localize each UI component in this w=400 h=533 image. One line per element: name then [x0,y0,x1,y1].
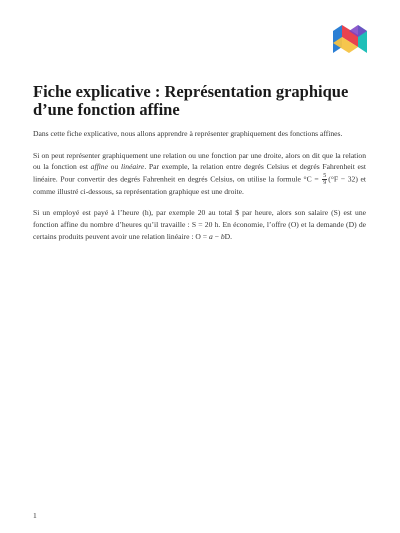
p2-text-1: Si un employé est payé à l’heure (h), par exemple 20 au total $ par heure, alors son salaire (S) est une fonction affine du nombre d’heures qu’il travaille : S = 20 h. En économie, l’offre (O) et la demande (D) de certains produits peuvent avoir une relation linéaire : O = [33,208,366,241]
fraction-denominator: 9 [323,179,327,186]
paragraph-2 [33,207,366,242]
math-b: b [220,231,225,241]
p2-minus: − [212,231,221,241]
fraction [322,173,327,186]
fraction-numerator: 5 [323,172,327,179]
page-title: Fiche explicative : Représentation graphique d’une fonction affine [33,82,349,119]
p2-text-3: D. [224,231,233,241]
intro-paragraph: Dans cette fiche explicative, nous allons apprendre à représenter graphiquement des fonctions affines. [33,129,343,138]
nagwa-logo [333,25,367,53]
p1-affine: affine [90,162,108,172]
content [33,128,366,242]
p1-ou: ou [107,162,121,172]
p1-text-1: Si on peut représenter graphiquement une relation ou une fonction par une droite, alors on dit que la relation ou la fonction est [33,150,366,172]
p1-text-2: . Par exemple, la relation entre degrés Celsius et degrés Fahrenheit est linéaire. Pour convertir des degrés Fahrenheit en degrés Celsius, on utilise la formule °C = [33,162,366,184]
math-a: a [208,231,213,241]
page-number: 1 [33,511,37,520]
paragraph-1 [33,150,366,198]
p1-text-3: (°F − 32) et comme illustré ci-dessous, sa représentation graphique est une droite. [33,174,366,196]
p1-lineaire: linéaire [120,162,145,172]
